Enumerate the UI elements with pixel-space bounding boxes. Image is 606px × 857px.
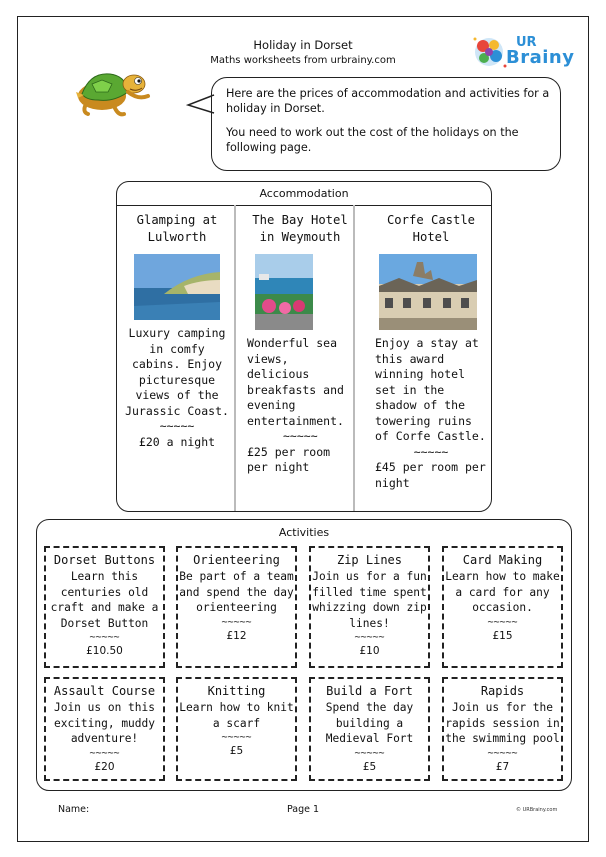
tilde-separator: ~~~~~ [159, 419, 195, 433]
activity-price: £10 [359, 645, 380, 657]
column-divider [353, 205, 355, 511]
copyright-notice: © URBrainy.com [516, 807, 558, 813]
logo-ur-text: UR [516, 35, 537, 50]
speech-line-1: Here are the prices of accommodation and activities for a holiday in Dorset. [226, 87, 550, 115]
tilde-separator: ~~~~~ [354, 747, 385, 759]
accommodation-price: £25 per room per night [247, 444, 331, 474]
activity-card-orienteering [176, 546, 297, 668]
activity-price: £10.50 [86, 645, 123, 657]
accommodation-item-corfe-castle [375, 212, 487, 491]
accommodation-item-glamping [123, 212, 231, 450]
tilde-separator: ~~~~~ [487, 616, 518, 628]
worksheet-subtitle: Maths worksheets from urbrainy.com [210, 55, 396, 66]
activity-name: Assault Course [53, 684, 156, 698]
accommodation-description: Luxury camping in comfy cabins. Enjoy picturesque views of the Jurassic Coast. [125, 326, 229, 418]
corfe-castle-photo [379, 254, 477, 330]
activity-description: Learn how to knit a scarf [179, 701, 294, 730]
activity-description: Spend the day building a Medieval Fort [325, 701, 414, 745]
accommodation-name: Corfe Castle Hotel [386, 213, 476, 244]
activity-description: Join us on this exciting, muddy adventure! [53, 701, 156, 745]
activity-description: Learn this centuries old craft and make a Dorset Button [50, 570, 159, 630]
tilde-separator: ~~~~~ [487, 747, 518, 759]
weymouth-photo [255, 254, 313, 330]
activity-price: £5 [229, 745, 244, 757]
accommodation-name: Glamping at Lulworth [136, 213, 218, 244]
accommodation-price: £45 per room per night [375, 460, 486, 490]
accommodation-price: £20 a night [138, 434, 216, 449]
accommodation-panel [116, 181, 492, 512]
activity-card-rapids [442, 677, 563, 781]
speech-line-2: You need to work out the cost of the holidays on the following page. [226, 126, 519, 154]
activity-price: £7 [495, 760, 510, 773]
activity-name: Zip Lines [336, 553, 403, 567]
urbrainy-logo [470, 33, 575, 71]
lulworth-photo [134, 254, 220, 320]
accommodation-description: Wonderful sea views, delicious breakfasts and evening entertainment. [247, 336, 344, 428]
tilde-separator: ~~~~~ [221, 732, 252, 743]
name-label: Name: [58, 804, 90, 815]
activity-card-build-a-fort [309, 677, 430, 781]
turtle-mascot-icon [68, 62, 154, 118]
activities-panel [36, 519, 572, 791]
tilde-separator: ~~~~~ [283, 429, 318, 443]
activity-price: £15 [492, 629, 513, 642]
tilde-separator: ~~~~~ [413, 444, 449, 459]
page-number: Page 1 [286, 804, 320, 815]
activity-description: Learn how to make a card for any occasion. [445, 570, 560, 614]
activity-name: Rapids [480, 684, 525, 698]
activity-price: £12 [226, 629, 247, 642]
accommodation-description: Enjoy a stay at this award winning hotel set in the shadow of the towering ruins of Corfe Castle. [375, 336, 486, 443]
tilde-separator: ~~~~~ [89, 632, 120, 643]
tilde-separator: ~~~~~ [221, 616, 252, 628]
activity-card-assault-course [44, 677, 165, 781]
speech-bubble [211, 77, 561, 171]
activities-title: Activities [278, 526, 330, 539]
accommodation-name: The Bay Hotel in Weymouth [252, 213, 348, 244]
brain-globe-icon [470, 33, 510, 71]
tilde-separator: ~~~~~ [89, 747, 120, 759]
worksheet-title: Holiday in Dorset [253, 38, 353, 52]
activity-card-knitting [176, 677, 297, 781]
column-divider [234, 205, 236, 511]
logo-brainy-text: Brainy [506, 47, 575, 68]
activity-description: Join us for a fun filled time spent whizzing down zip lines! [312, 570, 427, 630]
activity-name: Orienteering [193, 553, 280, 567]
accommodation-divider [117, 205, 491, 206]
activity-price: £20 [94, 760, 115, 773]
activity-card-dorset-buttons [44, 546, 165, 668]
accommodation-item-bay-hotel [247, 212, 353, 476]
activity-description: Join us for the rapids session in the swimming pool [445, 701, 560, 745]
activity-price: £5 [362, 760, 377, 773]
activity-name: Card Making [462, 553, 543, 567]
activity-card-zip-lines [309, 546, 430, 668]
accommodation-title: Accommodation [259, 187, 349, 200]
activity-description: Be part of a team and spend the day orienteering [179, 570, 294, 614]
activity-name: Build a Fort [326, 684, 413, 698]
tilde-separator: ~~~~~ [354, 632, 385, 643]
activity-name: Dorset Buttons [53, 553, 156, 567]
activity-name: Knitting [207, 684, 266, 698]
activity-card-card-making [442, 546, 563, 668]
